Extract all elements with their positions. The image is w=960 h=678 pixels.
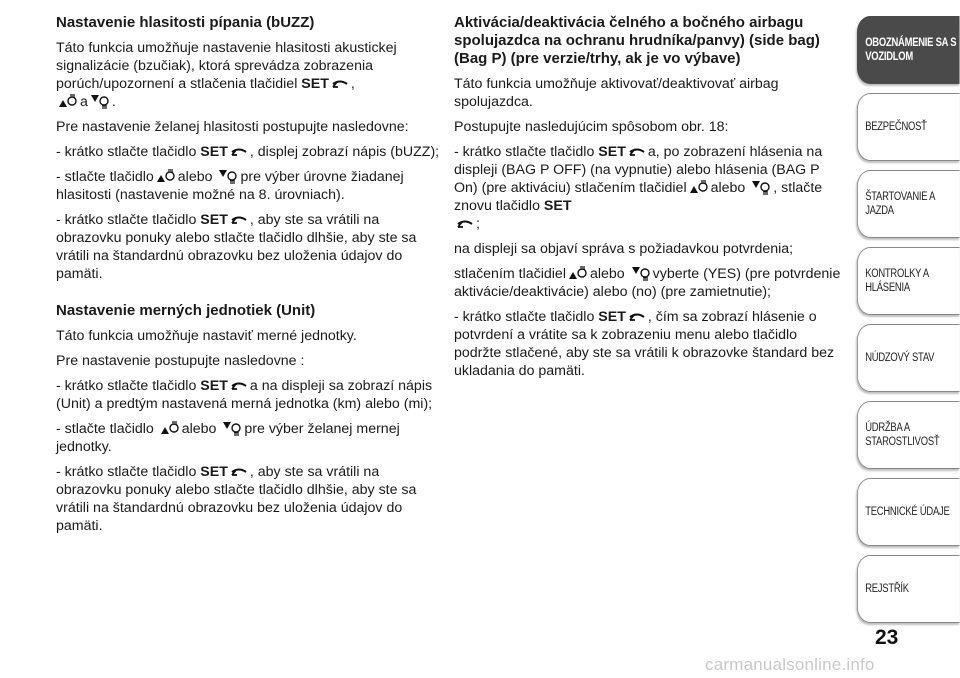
paragraph	[56, 463, 444, 535]
up-arrow-icon	[568, 265, 588, 281]
text: - stlačte tlačidlo	[56, 421, 158, 437]
watermark: carmanualsonline.info	[705, 655, 875, 674]
text: alebo	[181, 421, 217, 437]
paragraph	[454, 308, 846, 380]
paragraph: Pre nastavenie postupujte nasledovne :	[56, 353, 305, 369]
right-column	[454, 14, 846, 387]
set-label: SET	[543, 198, 572, 214]
text: alebo	[710, 180, 746, 196]
text: - stlačte tlačidlo	[56, 169, 154, 185]
tab-udrzba[interactable]: ÚDRŽBA A STAROSTLIVOSŤ	[857, 401, 960, 469]
set-label: SET	[200, 378, 228, 394]
set-label: SET	[200, 464, 228, 480]
down-arrow-icon	[631, 265, 651, 281]
text: alebo	[177, 169, 213, 185]
paragraph	[56, 39, 444, 111]
down-arrow-icon	[218, 168, 238, 184]
text: vyberte (YES) (pre potvrdenie aktivácie/deaktivácie) alebo (no) (pre zamietnutie);	[454, 266, 841, 300]
set-label: SET	[200, 144, 228, 160]
text: , aby ste sa vrátili na obrazovku ponuky alebo stlačte tlačidlo dlhšie, aby ste sa vrátili na štandardnú obrazovku bez uloženia údajov do pamäti.	[56, 464, 417, 534]
up-arrow-icon	[58, 93, 78, 109]
return-arrow-icon	[628, 147, 646, 159]
return-arrow-icon	[230, 215, 248, 227]
set-label: SET	[598, 309, 626, 325]
return-arrow-icon	[230, 381, 248, 393]
tab-technicke-udaje[interactable]: TECHNICKÉ ÚDAJE	[857, 478, 960, 546]
text: .	[111, 94, 116, 110]
section-title-buzz: Nastavenie hlasitosti pípania (bUZZ)	[56, 14, 315, 31]
paragraph: Táto funkcia umožňuje nastaviť merné jednotky.	[56, 328, 357, 344]
paragraph	[454, 265, 846, 301]
up-arrow-icon	[156, 168, 176, 184]
tab-bezpecnost[interactable]: BEZPEČNOSŤ	[857, 93, 960, 161]
paragraph	[454, 143, 846, 233]
text: a, po zobrazení hlásenia na displeji (BAG P OFF) (na vypnutie) alebo hlásenia (BAG P On) (pre aktiváciu) stlačením tlačidiel	[454, 144, 823, 196]
return-arrow-icon	[230, 467, 248, 479]
paragraph	[56, 143, 444, 161]
text: , displej zobrazí nápis (bUZZ);	[249, 144, 440, 160]
page-number: 23	[875, 626, 899, 649]
text: pre výber želanej mernej jednotky.	[56, 421, 400, 455]
text: a na displeji sa zobrazí nápis (Unit) a predtým nastavená merná jednotka (km) alebo (mi);	[56, 378, 433, 412]
paragraph: na displeji sa objaví správa s požiadavkou potvrdenia;	[454, 241, 794, 257]
down-arrow-icon	[751, 179, 771, 195]
down-arrow-icon	[222, 420, 242, 436]
up-arrow-icon	[160, 420, 180, 436]
tab-nudzovy-stav[interactable]: NÚDZOVÝ STAV	[857, 324, 960, 392]
return-arrow-icon	[230, 147, 248, 159]
text: , čím sa zobrazí hlásenie o potvrdení a vrátite sa k zobrazeniu menu alebo tlačidlo podržte stlačené, aby ste sa vrátili k obrazovke štandard bez ukladania do pamäti.	[454, 309, 835, 379]
tab-oboznamenie[interactable]: OBOZNÁMENIE SA S VOZIDLOM	[857, 16, 960, 84]
set-label: SET	[301, 76, 329, 92]
paragraph	[56, 420, 444, 456]
text: - krátko stlačte tlačidlo	[56, 144, 201, 160]
paragraph: Táto funkcia umožňuje aktivovať/deaktivovať airbag spolujazdca.	[454, 76, 779, 110]
chapter-tabs	[857, 16, 960, 632]
tab-rejstrik[interactable]: REJSTŘÍK	[857, 555, 960, 623]
text: ,	[350, 76, 355, 92]
section-title-unit: Nastavenie merných jednotiek (Unit)	[56, 302, 316, 319]
text: a	[80, 94, 88, 110]
return-arrow-icon	[456, 219, 474, 231]
return-arrow-icon	[331, 79, 349, 91]
section-title-airbag: Aktivácia/deaktivácia čelného a bočného airbagu spolujazdca na ochranu hrudníka/panvy) (side bag) (Bag P) (pre verzie/trhy, ak je vo výbave)	[454, 14, 820, 67]
tab-startovanie[interactable]: ŠTARTOVANIE A JAZDA	[857, 170, 960, 238]
paragraph	[56, 377, 444, 413]
text: - krátko stlačte tlačidlo	[56, 212, 201, 228]
set-label: SET	[598, 144, 626, 160]
up-arrow-icon	[689, 179, 709, 195]
text: , aby ste sa vrátili na obrazovku ponuky alebo stlačte tlačidlo dlhšie, aby ste sa vrátili na štandardnú obrazovku bez uloženia údajov do pamäti.	[56, 212, 417, 282]
text: ;	[476, 216, 480, 232]
left-column	[56, 14, 444, 542]
text: stlačením tlačidiel	[454, 266, 566, 282]
text: , stlačte znovu tlačidlo	[454, 180, 823, 214]
text: alebo	[589, 266, 625, 282]
text: - krátko stlačte tlačidlo	[454, 144, 599, 160]
paragraph: Postupujte nasledujúcim spôsobom obr. 18:	[454, 119, 729, 135]
return-arrow-icon	[628, 312, 646, 324]
text: - krátko stlačte tlačidlo	[56, 464, 201, 480]
text: pre výber úrovne žiadanej hlasitosti (nastavenie možné na 8. úrovniach).	[56, 169, 404, 203]
text: - krátko stlačte tlačidlo	[56, 378, 201, 394]
text: - krátko stlačte tlačidlo	[454, 309, 599, 325]
set-label: SET	[200, 212, 228, 228]
text: Táto funkcia umožňuje nastavenie hlasitosti akustickej signalizácie (bzučiak), ktorá sprevádza zobrazenia porúch/upozornení a stlačenia tlačidiel	[56, 40, 397, 92]
paragraph: Pre nastavenie želanej hlasitosti postupujte nasledovne:	[56, 119, 409, 135]
tab-kontrolky[interactable]: KONTROLKY A HLÁSENIA	[857, 247, 960, 315]
paragraph	[56, 168, 444, 204]
paragraph	[56, 211, 444, 283]
down-arrow-icon	[90, 93, 110, 109]
